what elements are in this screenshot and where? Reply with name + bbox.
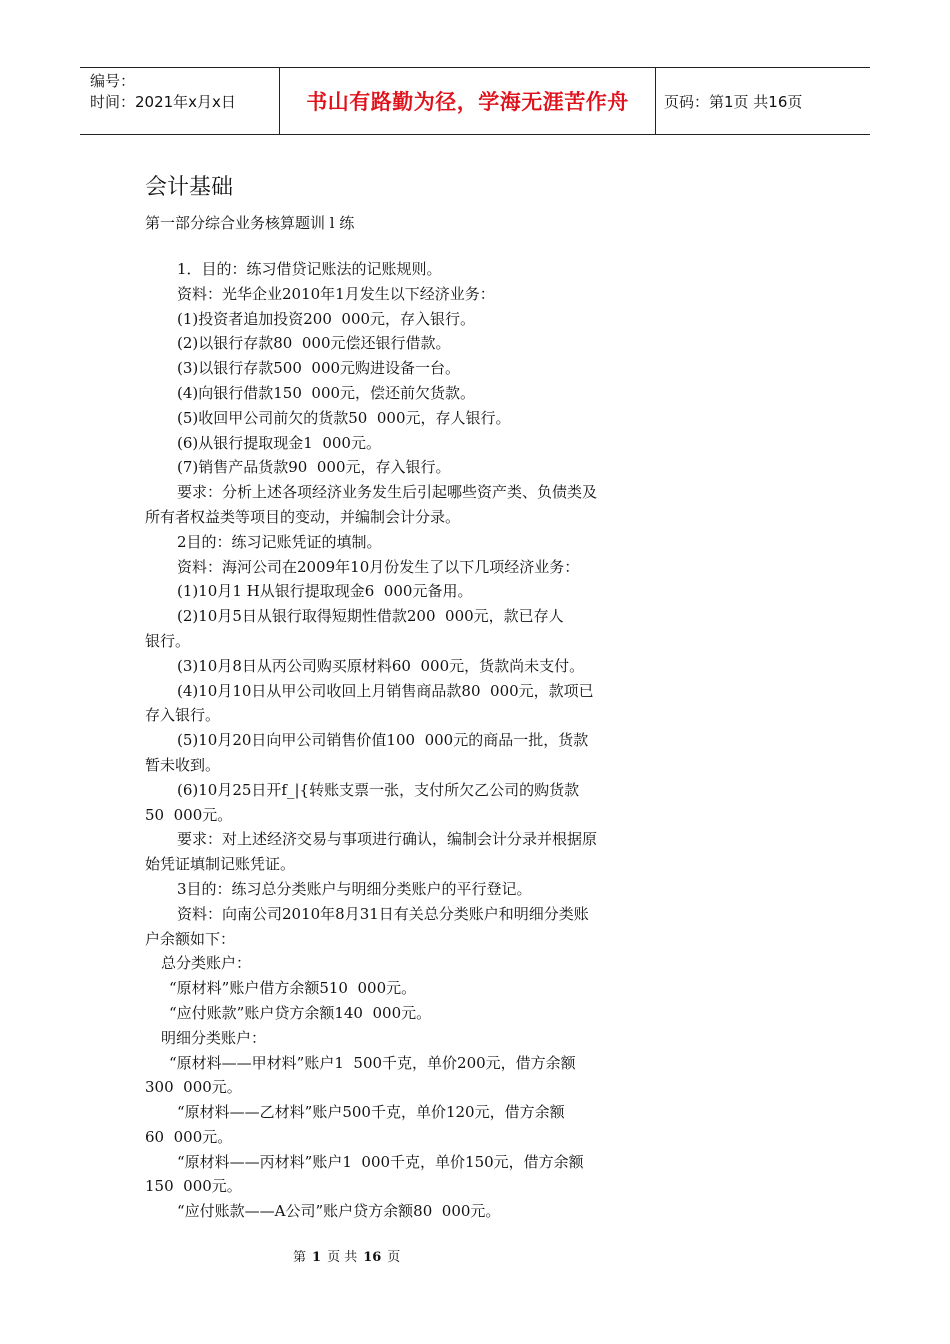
header-motto: 书山有路勤为径，学海无涯苦作舟 bbox=[280, 68, 656, 134]
text-line: (7)销售产品货款90 000元，存入银行。 bbox=[177, 458, 451, 477]
text-line: (2)以银行存款80 000元偿还银行借款。 bbox=[177, 334, 451, 353]
text-line: 总分类账户： bbox=[161, 954, 252, 973]
text-line: 户余额如下： bbox=[145, 929, 236, 948]
text-line: “应付账款”账户贷方余额140 000元。 bbox=[169, 1003, 432, 1022]
document-subtitle: 第一部分综合业务核算题训 l 练 bbox=[145, 214, 355, 232]
footer-mid: 页 共 bbox=[327, 1250, 358, 1265]
page-footer bbox=[0, 1246, 950, 1265]
text-line: (5)收回甲公司前欠的货款50 000元，存人银行。 bbox=[177, 408, 511, 427]
text-line: 50 000元。 bbox=[145, 805, 233, 824]
footer-page-number: 1 bbox=[312, 1250, 322, 1265]
document-body bbox=[145, 257, 665, 1224]
text-line: “原材料”账户借方余额510 000元。 bbox=[169, 979, 417, 998]
footer-total-pages: 16 bbox=[363, 1250, 382, 1265]
header-number-label: 编号： bbox=[90, 72, 136, 90]
footer-suffix: 页 bbox=[387, 1250, 401, 1265]
text-line: 2目的：练习记账凭证的填制。 bbox=[177, 532, 382, 551]
text-line: (6)10月25日开f_|{转账支票一张，支付所欠乙公司的购货款 bbox=[177, 780, 580, 799]
text-line: (3)10月8日从丙公司购买原材料60 000元，货款尚未支付。 bbox=[177, 656, 585, 675]
text-line: 1．目的：练习借贷记账法的记账规则。 bbox=[177, 260, 442, 278]
text-line: 存入银行。 bbox=[145, 706, 221, 725]
text-line: 要求：分析上述各项经济业务发生后引起哪些资产类、负债类及 bbox=[177, 483, 598, 502]
text-line: 60 000元。 bbox=[145, 1127, 233, 1146]
header-meta bbox=[80, 68, 280, 134]
text-line: “应付账款——A公司”账户贷方余额80 000元。 bbox=[177, 1202, 501, 1221]
page-header bbox=[80, 67, 870, 135]
text-line: (1)投资者追加投资200 000元，存入银行。 bbox=[177, 309, 476, 328]
text-line: 3目的：练习总分类账户与明细分类账户的平行登记。 bbox=[177, 879, 532, 898]
text-line: “原材料——甲材料”账户1 500千克，单价200元，借方余额 bbox=[169, 1053, 576, 1072]
text-line: 始凭证填制记账凭证。 bbox=[145, 855, 296, 874]
text-line: 150 000元。 bbox=[145, 1177, 242, 1196]
text-line: (3)以银行存款500 000元购进设备一台。 bbox=[177, 359, 461, 378]
text-line: “原材料——丙材料”账户1 000千克，单价150元，借方余额 bbox=[177, 1152, 584, 1171]
text-line: (4)10月10日从甲公司收回上月销售商品款80 000元，款项已 bbox=[177, 681, 594, 700]
text-line: (2)10月5日从银行取得短期性借款200 000元，款已存人 bbox=[177, 607, 564, 626]
text-line: 明细分类账户： bbox=[161, 1028, 267, 1047]
text-line: (1)10月1 H从银行提取现金6 000元备用。 bbox=[177, 582, 473, 601]
text-line: 300 000元。 bbox=[145, 1078, 242, 1097]
text-line: 所有者权益类等项目的变动，并编制会计分录。 bbox=[145, 507, 461, 526]
text-line: (6)从银行提取现金1 000元。 bbox=[177, 433, 381, 452]
text-line: (5)10月20日向甲公司销售价值100 000元的商品一批，货款 bbox=[177, 731, 589, 750]
document-title: 会计基础 bbox=[145, 175, 234, 200]
text-line: 要求：对上述经济交易与事项进行确认，编制会计分录并根据原 bbox=[177, 830, 598, 849]
footer-prefix: 第 bbox=[293, 1250, 307, 1265]
header-date-label: 时间：2021年x月x日 bbox=[90, 93, 236, 111]
text-line: 银行。 bbox=[145, 631, 191, 650]
text-line: (4)向银行借款150 000元，偿还前欠货款。 bbox=[177, 383, 476, 402]
text-line: 暂未收到。 bbox=[145, 755, 221, 774]
text-line: 资料：向南公司2010年8月31日有关总分类账户和明细分类账 bbox=[177, 904, 589, 923]
text-line: “原材料——乙材料”账户500千克，单价120元，借方余额 bbox=[177, 1103, 565, 1122]
text-line: 资料：光华企业2010年1月发生以下经济业务： bbox=[177, 284, 495, 303]
text-line: 资料：海河公司在2009年10月份发生了以下几项经济业务： bbox=[177, 557, 580, 576]
header-page-info: 页码：第1页 共16页 bbox=[664, 92, 803, 111]
